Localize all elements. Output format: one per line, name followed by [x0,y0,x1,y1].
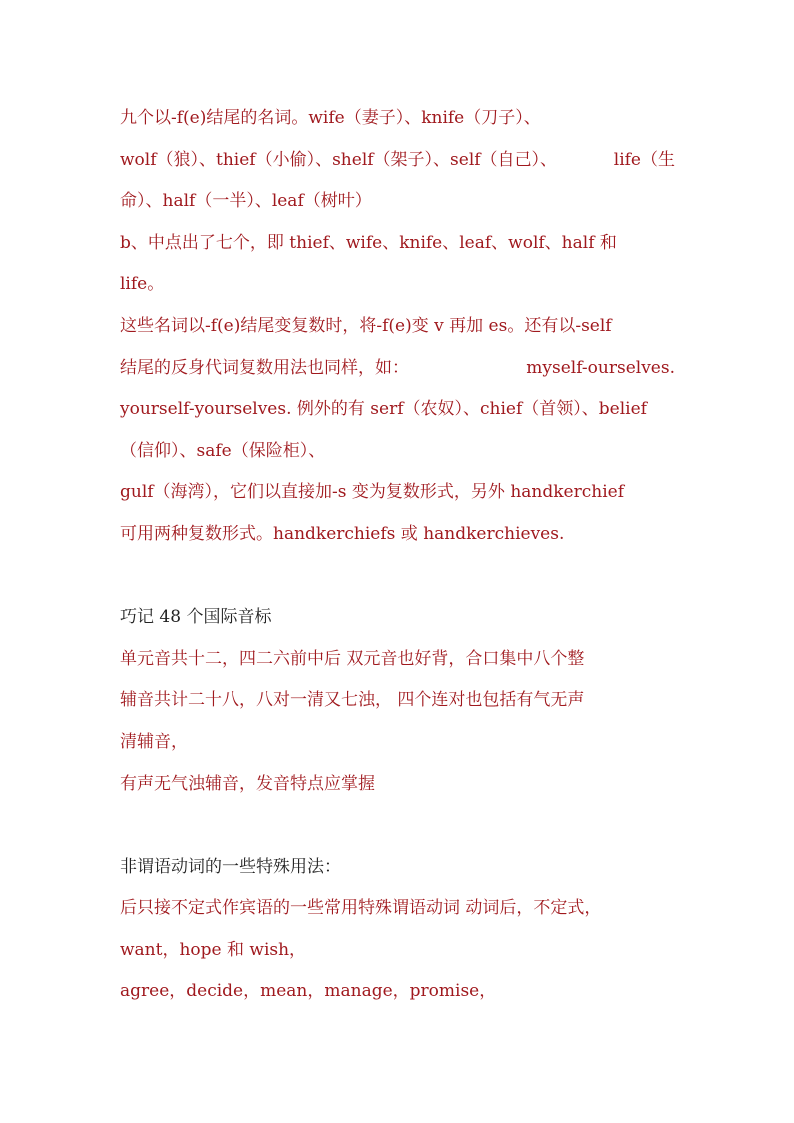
text-line: yourself-yourselves. 例外的有 serf（农奴）、chief（首领）、belief [120,399,647,420]
text-span: 结尾的反身代词复数用法也同样，如： [120,357,409,378]
text-span: wolf（狼）、thief（小偷）、shelf（架子）、self（自己）、 [120,149,558,170]
text-line: 命）、half（一半）、leaf（树叶） [120,191,372,212]
text-line: 有声无气浊辅音，发音特点应掌握 [120,773,375,794]
text-line [120,140,675,182]
text-line: 九个以-f(e)结尾的名词。wife（妻子）、knife（刀子）、 [120,108,541,128]
text-line: agree，decide，mean，manage，promise， [120,981,497,1002]
text-span: myself-ourselves. [526,357,675,378]
text-line: 可用两种复数形式。handkerchiefs 或 handkerchieves. [120,523,565,544]
text-line: 后只接不定式作宾语的一些常用特殊谓语动词 动词后，不定式， [120,898,602,919]
text-line: 辅音共计二十八，八对一清又七浊， 四个连对也包括有气无声 [120,690,585,711]
paragraph-spacer [120,556,675,598]
text-line: 这些名词以-f(e)结尾变复数时，将-f(e)变 v 再加 es。还有以-self [120,315,612,336]
text-line: life。 [120,274,165,295]
text-line: b、中点出了七个，即 thief、wife、knife、leaf、wolf、half 和 [120,232,617,253]
text-line [120,348,675,390]
section-title: 巧记 48 个国际音标 [120,607,272,628]
text-line: （信仰）、safe（保险柜）、 [120,440,326,461]
section-title: 非谓语动词的一些特殊用法： [120,856,341,877]
text-span: life（生 [613,149,675,170]
text-line: 清辅音， [120,731,188,752]
text-line: gulf（海湾），它们以直接加-s 变为复数形式，另外 handkerchief [120,482,624,503]
document-page [120,98,675,1013]
text-line: 单元音共十二，四二六前中后 双元音也好背，合口集中八个整 [120,648,585,669]
paragraph-spacer [120,805,675,847]
text-line: want，hope 和 wish， [120,939,307,960]
